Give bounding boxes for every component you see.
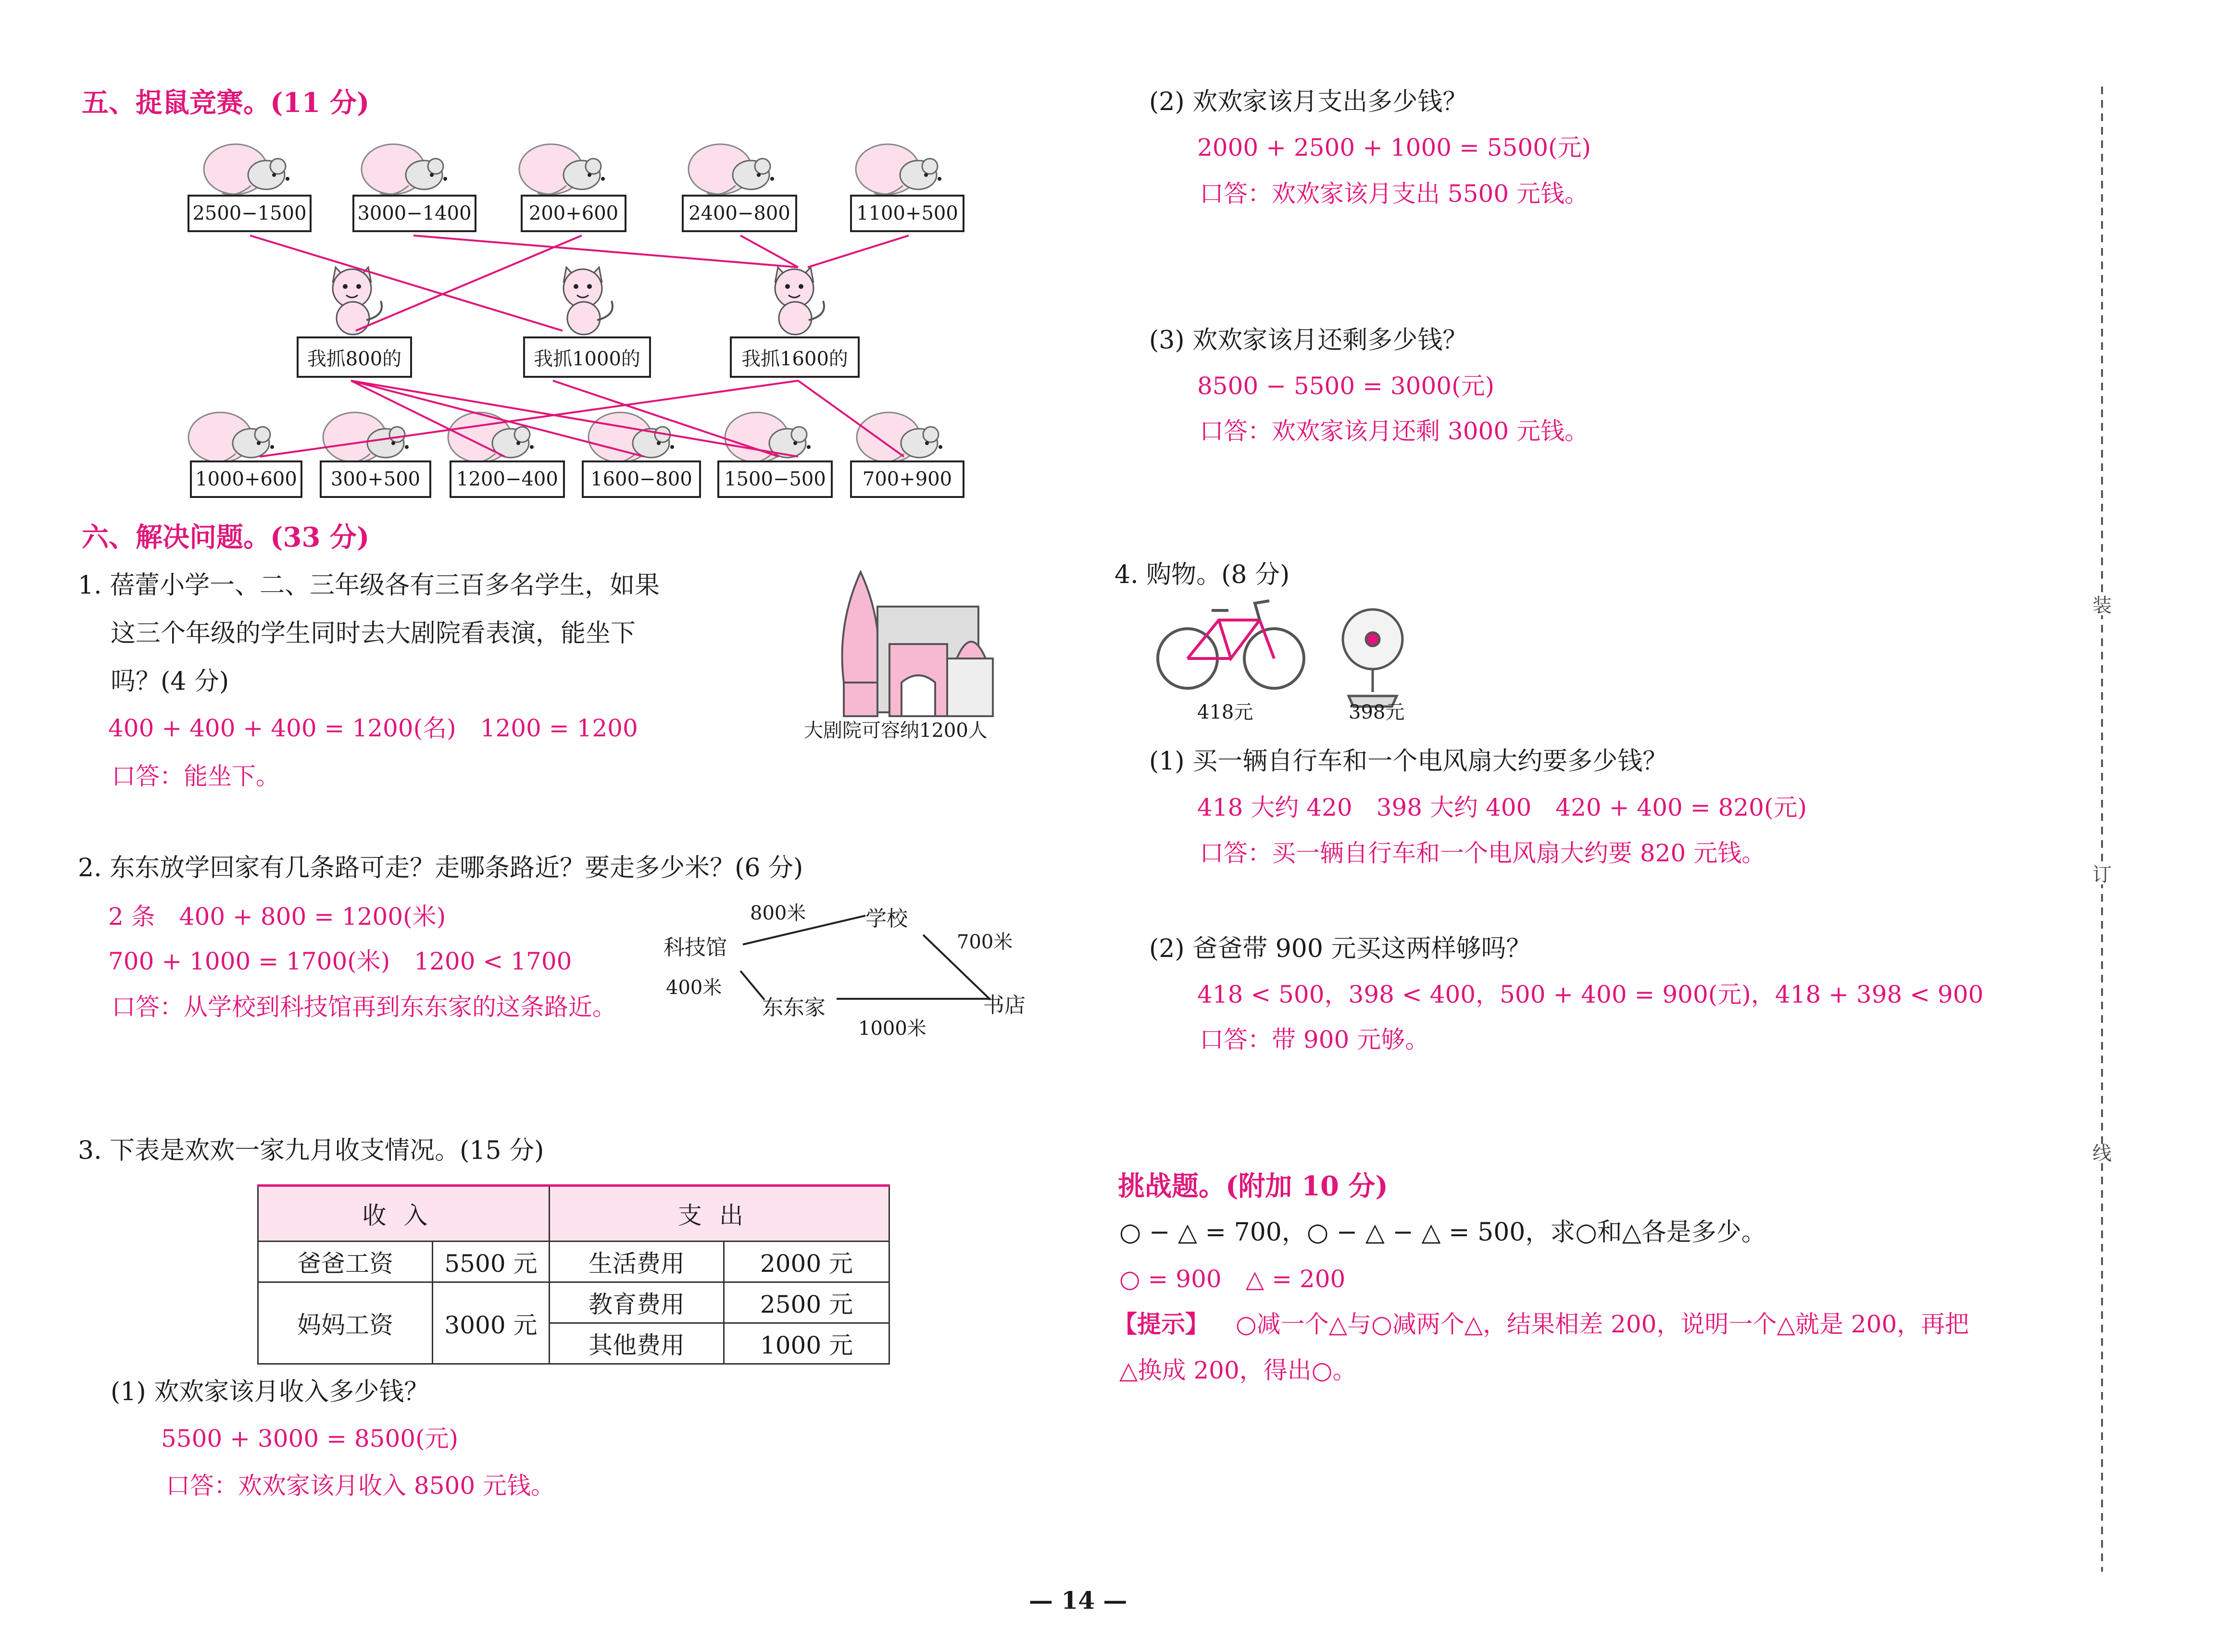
margin-char-zhuang: 装 [2092,595,2112,617]
p2-question: 2. 东东放学回家有几条路可走？走哪条路近？要走多少米？(6 分) [78,854,803,882]
hint-line-1: ○减一个△与○减两个△，结果相差 200，说明一个△就是 200，再把 [1236,1310,1969,1338]
map-dist-700: 700米 [957,931,1013,953]
p3-sub3-answer: 口答：欢欢家该月还剩 3000 元钱。 [1200,417,1589,445]
mouse-icon [188,412,942,463]
map-dongdongjia: 东东家 [762,995,826,1020]
p4-sub2-question: (2) 爸爸带 900 元买这两样够吗？ [1149,934,1531,963]
map-xuexiao: 学校 [865,907,908,931]
p3-sub2-calc: 2000 + 2500 + 1000 = 5500(元) [1197,134,1591,161]
theater-icon [842,572,993,716]
map-kejiguan: 科技馆 [663,935,727,960]
challenge-title: 挑战题。(附加 10 分) [1118,1170,1388,1202]
p4-question: 4. 购物。(8 分) [1114,560,1290,589]
p4-sub1-answer: 口答：买一辆自行车和一个电风扇大约要 820 元钱。 [1200,839,1766,867]
cell-dad-val: 5500 元 [433,1242,550,1282]
challenge-answer: ○ = 900 △ = 200 [1119,1265,1346,1293]
p3-sub3-calc: 8500 − 5500 = 3000(元) [1197,372,1495,400]
p3-sub1-calc: 5500 + 3000 = 8500(元) [161,1425,459,1453]
margin-char-ding: 订 [2092,864,2112,886]
challenge-question: ○ − △ = 700，○ − △ − △ = 500，求○和△各是多少。 [1119,1218,1766,1247]
table-header-row [258,1186,889,1242]
top-mouse-box-1: 2500−1500 [188,195,312,232]
p2-calc-2: 700 + 1000 = 1700(米) 1200 < 1700 [108,947,572,975]
bicycle-icon [1158,601,1304,688]
p1-answer: 口答：能坐下。 [112,762,280,790]
top-mouse-box-4: 2400−800 [682,195,797,232]
margin-char-xian: 线 [2092,1143,2112,1165]
cell-edu: 教育费用 [550,1282,724,1323]
bike-price: 418元 [1197,701,1253,723]
fan-price: 398元 [1349,701,1405,723]
income-expense-table [257,1184,890,1365]
p1-calc: 400 + 400 + 400 = 1200(名) 1200 = 1200 [108,714,638,742]
p3-sub1-question: (1) 欢欢家该月收入多少钱？ [111,1378,429,1406]
table-row [258,1242,889,1282]
cat-box-800: 我抓800的 [297,336,412,378]
cell-living-val: 2000 元 [724,1242,889,1282]
top-mouse-box-3: 200+600 [521,195,626,232]
table-header-expense: 支出 [550,1186,889,1242]
mouse-icon [204,144,941,195]
cell-other-val: 1000 元 [724,1323,889,1364]
map-dist-800: 800米 [750,902,806,924]
map-dist-1000: 1000米 [858,1018,926,1040]
bottom-mouse-box-6: 700+900 [850,460,964,498]
theater-caption: 大剧院可容纳1200人 [804,720,988,742]
p1-line-2: 这三个年级的学生同时去大剧院看表演，能坐下 [111,619,636,648]
bottom-mouse-box-5: 1500−500 [717,460,833,498]
p3-sub2-question: (2) 欢欢家该月支出多少钱？ [1149,87,1468,116]
cell-living: 生活费用 [550,1242,724,1282]
p1-line-3: 吗？(4 分) [111,667,229,696]
cat-icon [333,267,824,335]
section-5-title: 五、捉鼠竞赛。(11 分) [82,87,370,119]
section-6-title: 六、解决问题。(33 分) [82,522,370,553]
p3-sub3-question: (3) 欢欢家该月还剩多少钱？ [1149,326,1468,355]
cell-edu-val: 2500 元 [724,1282,889,1323]
hint-label: 【提示】 [1113,1310,1209,1338]
page-number: — 14 — [1029,1586,1127,1615]
top-mouse-box-2: 3000−1400 [352,195,476,232]
bottom-mouse-box-2: 300+500 [320,460,431,498]
table-header-income: 收入 [258,1186,550,1242]
bottom-mouse-box-1: 1000+600 [190,460,302,498]
cat-box-1600: 我抓1600的 [730,336,860,378]
p4-sub1-calc: 418 大约 420 398 大约 400 420 + 400 = 820(元) [1197,794,1807,821]
table-row [258,1282,889,1323]
bottom-mouse-box-4: 1600−800 [582,460,701,498]
cell-mom-val: 3000 元 [433,1282,550,1364]
p2-calc-1: 2 条 400 + 800 = 1200(米) [108,903,446,931]
p3-sub1-answer: 口答：欢欢家该月收入 8500 元钱。 [166,1472,555,1500]
cat-box-1000: 我抓1000的 [523,336,651,378]
cell-mom: 妈妈工资 [258,1282,433,1364]
hint-line-2: △换成 200，得出○。 [1119,1356,1357,1384]
map-shudian: 书店 [983,993,1026,1018]
bottom-mouse-box-3: 1200−400 [450,460,565,498]
cell-dad: 爸爸工资 [258,1242,433,1282]
p1-line-1: 1. 蓓蕾小学一、二、三年级各有三百多名学生，如果 [78,571,660,600]
fan-icon [1343,609,1402,707]
p4-sub2-answer: 口答：带 900 元够。 [1200,1026,1429,1054]
p3-sub2-answer: 口答：欢欢家该月支出 5500 元钱。 [1200,180,1589,208]
cell-other: 其他费用 [550,1323,724,1364]
p4-sub1-question: (1) 买一辆自行车和一个电风扇大约要多少钱？ [1149,747,1668,776]
p2-answer: 口答：从学校到科技馆再到东东家的这条路近。 [112,993,616,1021]
map-dist-400: 400米 [666,977,722,999]
p3-question: 3. 下表是欢欢一家九月收支情况。(15 分) [78,1136,544,1165]
p4-sub2-calc: 418 < 500，398 < 400，500 + 400 = 900(元)，418 + 398 < 900 [1197,981,1984,1008]
top-mouse-box-5: 1100+500 [850,195,964,232]
